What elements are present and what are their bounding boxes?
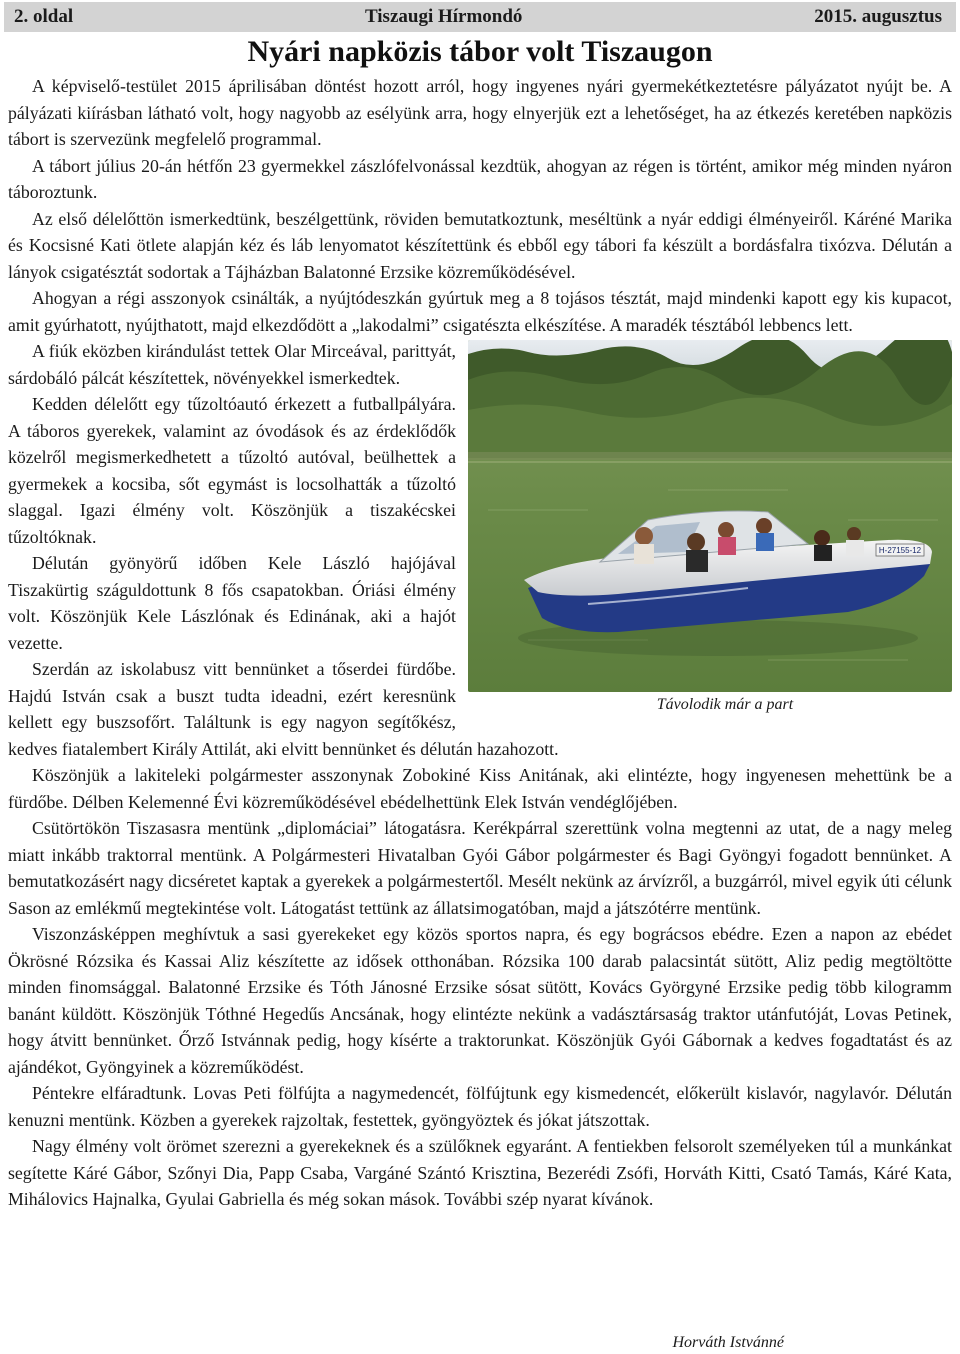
article-title: Nyári napközis tábor volt Tiszaugon xyxy=(247,35,713,68)
issue-date: 2015. augusztus xyxy=(814,6,942,27)
boat-registration: H-27155-12 xyxy=(878,546,922,555)
paragraph: Köszönjük a lakiteleki polgármester asszonynak Zobokiné Kiss Anitának, aki elintézte, hogy ingyenesen mehettünk be a fürdőbe. Délben Kelemenné Évi közreműködésével ebédelhettünk Elek István vendéglőjében. xyxy=(8,765,952,812)
boat-photo xyxy=(468,340,952,692)
paragraph: Viszonzásképpen meghívtuk a sasi gyerekeket egy közös sportos napra, és egy bográcsos ebédre. Ezen a napon az ebédet Ökrösné Rózsika és Kassai Aliz készítette az idősek otthonában. Rózsika 100 darab palacsintát sütött, Aliz pedig megtöltötte minden finomsággal. Balatonné Erzsike és Tóth Jánosné Erzsike sósat sütött, Kovács Györgyné Erzsike pedig több kilogramm banánt küldött. Köszönjük Tóthné Hegedűs Ancsának, hogy elintézte nekünk a vadásztársaság traktor utánfutóját, Lovas Petinek, hogy átvitt bennünket. Őrző Istvánnak pedig, hogy kísérte a traktorunkat. Köszönjük Gyói Gábornak a kedves fogadtatást és az ajándékot, Gyöngyinek a közreműködést. xyxy=(8,924,952,1077)
author-signature: Horváth Istvánné xyxy=(672,1334,784,1351)
paragraph: Nagy élmény volt örömet szerezni a gyerekeknek és a szülőknek egyaránt. A fentiekben felsorolt személyeken túl a munkánkat segítette Káré Gábor, Szőnyi Dia, Papp Csaba, Vargáné Szántó Krisztina, Bezerédi Zsófi, Horváth Kitti, Csató Tamás, Káré Kata, Mihálovics Hajnalka, Gyulai Gabriella és még sokan mások. További szép nyarat kívánok. xyxy=(8,1136,952,1209)
article-body xyxy=(8,73,952,1213)
paragraph: Péntekre elfáradtunk. Lovas Peti fölfújta a nagymedencét, fölfújtunk egy kismedencét, előkerült kislavór, nagylavór. Délután kenuzni mentünk. Közben a gyerekek rajzoltak, festettek, gyöngyöztek és jókat játszottak. xyxy=(8,1083,952,1130)
paragraph: A fiúk eközben kirándulást tettek Olar Mirceával, parittyát, sárdobáló pálcát készítettek, növényekkel ismerkedtek. xyxy=(8,341,456,388)
paragraph: Kedden délelőtt egy tűzoltóautó érkezett a futballpályára. A táboros gyerekek, valamint az óvodások és az érdeklődők közelről megismerkedhetett a tűzoltó autóval, beülhettek a gyermekek a kocsiba, sőt egymást is locsolhatták a tűzoltó slaggal. Igazi élmény volt. Köszönjük a tiszakécskei tűzoltóknak. xyxy=(8,394,456,547)
photo-caption: Távolodik már a part xyxy=(656,696,794,713)
paragraph: Csütörtökön Tiszasasra mentünk „diplomáciai” látogatásra. Kerékpárral szerettünk volna megtenni az utat, de a nagy meleg miatt inkább traktorral mentünk. A Polgármesteri Hivatalban Gyói Gábor polgármester és Bagi Gyöngyi fogadott bennünket. A bemutatkozásért nagy dicséretet kaptak a gyerekek a polgármestertől. Mesélt nekünk az árvízről, a buzgárról, mivel egyik úti célunk Sason az emlékmű megtekintése volt. Látogatást tettünk az állatsimogatóban, majd a játszótérre mentünk. xyxy=(8,818,952,918)
paragraph: Az első délelőttön ismerkedtünk, beszélgettünk, röviden bemutatkoztunk, meséltünk a nyár eddigi élményeiről. Káréné Marika és Kocsisné Kati ötlete alapján kéz és láb lenyomatot készítettünk és ebből egy tábori fa készült a bordásfalra tixózva. Délután a lányok csigatésztát sodortak a Tájházban Balatonné Erzsike közreműködésével. xyxy=(8,208,952,282)
photo-figure xyxy=(468,338,952,716)
page-number: 2. oldal xyxy=(14,6,74,27)
paragraph: A képviselő-testület 2015 áprilisában döntést hozott arról, hogy ingyenes nyári gyermekétkeztetésre pályázatot nyújt be. A pályázati kiírásban látható volt, hogy nagyobb az esélyünk arra, hogy elnyerjük ezt a lehetőséget, ha az étkezés keretében napközis tábort is szervezünk megfelelő programmal. xyxy=(8,76,952,149)
paragraph: Délután gyönyörű időben Kele László hajójával Tiszakürtig száguldottunk 8 fős csapatokban. Óriási élmény volt. Köszönjük Kele Lászlónak és Edinának, aki a hajót vezette. xyxy=(8,553,456,653)
paragraph: A tábort július 20-án hétfőn 23 gyermekkel zászlófelvonással kezdtük, ahogyan az régen is történt, amikor még minden nyáron táboroztunk. xyxy=(8,155,952,202)
page-header xyxy=(4,2,956,32)
paragraph: Szerdán az iskolabusz vitt bennünket a tőserdei fürdőbe. Hajdú István csak a buszt tudta ideadni, ezért keresnünk kellett egy buszsofőrt. Találtunk is egy nagyon segítőkész, kedves fiatalembert Király Attilát, aki elvitt bennünket és délután hazahozott. xyxy=(8,659,559,759)
paragraph: Ahogyan a régi asszonyok csinálták, a nyújtódeszkán gyúrtuk meg a 8 tojásos tésztát, majd mindenki kapott egy kis kupacot, amit gyúrhatott, nyújthatott, majd elkezdődött a „lakodalmi” csigatészta elkészítése. A maradék tésztából lebbencs lett. xyxy=(8,288,952,335)
publication-name: Tiszaugi Hírmondó xyxy=(364,6,523,27)
